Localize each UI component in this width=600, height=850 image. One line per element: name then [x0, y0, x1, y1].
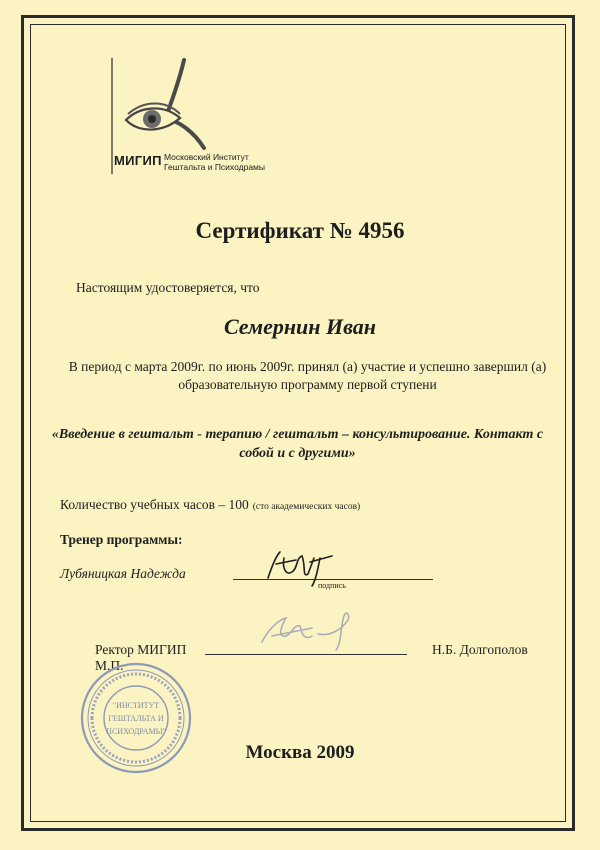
trainer-signature	[262, 548, 342, 588]
certificate-title: Сертификат № 4956	[195, 218, 405, 243]
logo-institute-name	[164, 152, 265, 172]
svg-text:ГЕШТАЛЬТА И: ГЕШТАЛЬТА И	[108, 714, 164, 723]
logo-abbreviation: МИГИП	[114, 153, 162, 168]
rector-label: Ректор МИГИП	[95, 642, 187, 657]
hours-note: (сто академических часов)	[252, 502, 361, 512]
trainer-name: Лубяницкая Надежда	[60, 566, 186, 581]
svg-text:ПСИХОДРАМЫ": ПСИХОДРАМЫ"	[106, 727, 166, 736]
logo-name-line-2: Гештальта и Психодрамы	[164, 162, 265, 172]
svg-text:"ИНСТИТУТ: "ИНСТИТУТ	[112, 701, 160, 710]
signature-caption: подпись	[318, 581, 346, 590]
logo-name-line-1: Московский Институт	[164, 152, 249, 162]
hours-line	[60, 497, 360, 513]
trainer-label: Тренер программы:	[60, 532, 183, 547]
hours-text: Количество учебных часов – 100	[60, 497, 249, 512]
stamp-place-label: М.П.	[95, 658, 124, 673]
recipient-name: Семернин Иван	[223, 314, 377, 339]
city-year: Москва 2009	[245, 742, 355, 763]
certify-text: Настоящим удостоверяется, что	[76, 280, 260, 295]
program-title: «Введение в гештальт - терапию / гештальт – консультирование. Контакт с собой и с другими»	[51, 427, 544, 461]
rector-name: Н.Б. Долгополов	[432, 642, 528, 657]
period-text: В период с марта 2009г. по июнь 2009г. принял (а) участие и успешно завершил (а) образовательную программу первой ступени	[68, 359, 547, 392]
rector-signature	[252, 606, 372, 656]
